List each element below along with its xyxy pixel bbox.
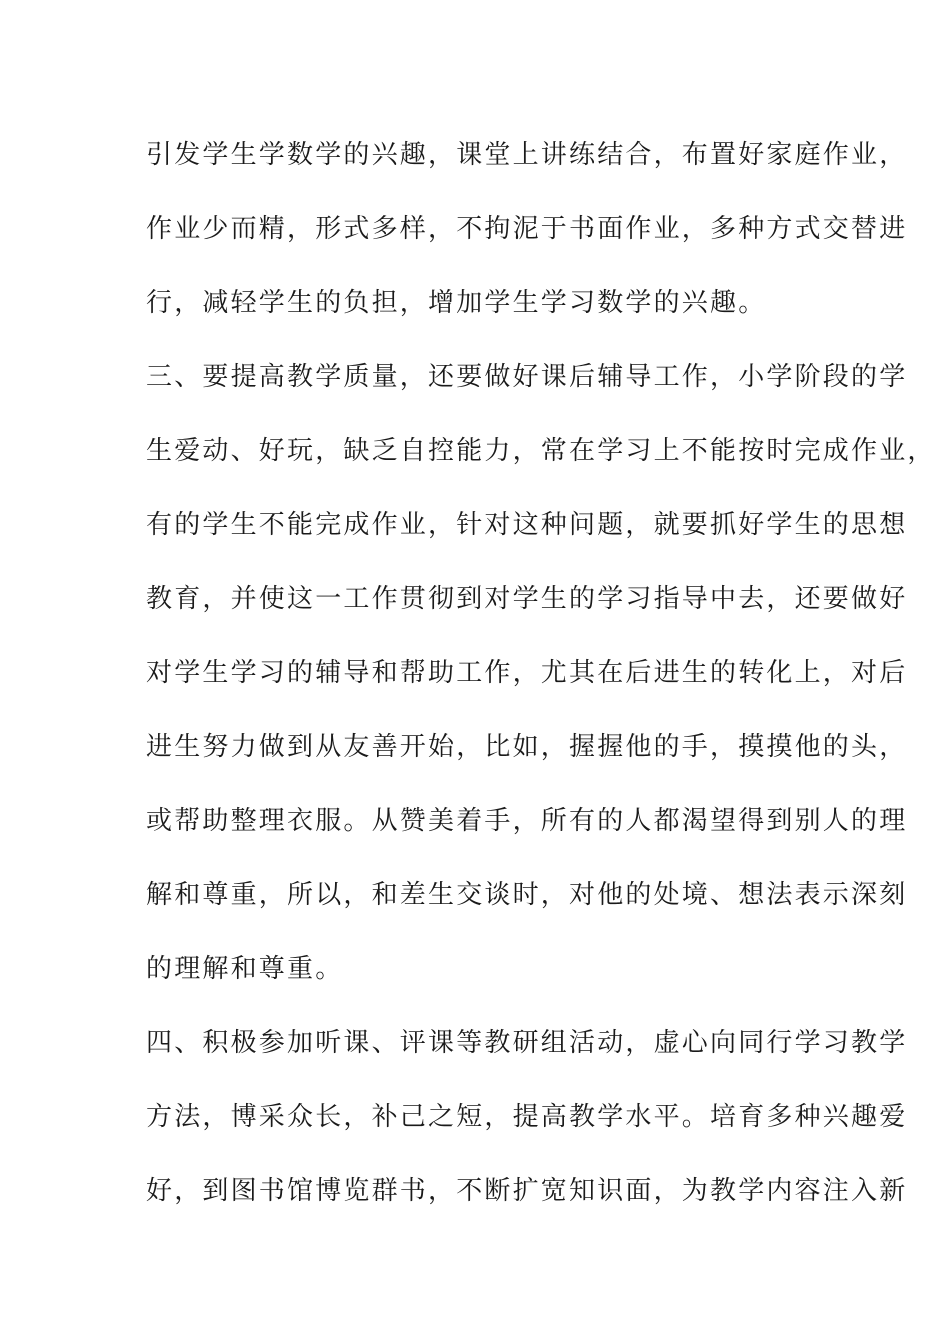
text-line: 或帮助整理衣服。从赞美着手，所有的人都渴望得到别人的理	[146, 806, 908, 836]
text-line: 生爱动、好玩，缺乏自控能力，常在学习上不能按时完成作业，	[146, 436, 936, 466]
text-line: 作业少而精，形式多样，不拘泥于书面作业，多种方式交替进	[146, 214, 908, 244]
text-line: 引发学生学数学的兴趣，课堂上讲练结合，布置好家庭作业，	[146, 140, 908, 170]
text-line: 好，到图书馆博览群书，不断扩宽知识面，为教学内容注入新	[146, 1176, 908, 1206]
text-line: 行，减轻学生的负担，增加学生学习数学的兴趣。	[146, 288, 767, 318]
body-text	[146, 132, 936, 1242]
text-line: 对学生学习的辅导和帮助工作，尤其在后进生的转化上，对后	[146, 658, 908, 688]
text-line: 有的学生不能完成作业，针对这种问题，就要抓好学生的思想	[146, 510, 908, 540]
text-line: 四、积极参加听课、评课等教研组活动，虚心向同行学习教学	[146, 1028, 908, 1058]
text-line: 解和尊重，所以，和差生交谈时，对他的处境、想法表示深刻	[146, 880, 908, 910]
text-line: 的理解和尊重。	[146, 954, 344, 984]
text-line: 方法，博采众长，补己之短，提高教学水平。培育多种兴趣爱	[146, 1102, 908, 1132]
text-line: 三、要提高教学质量，还要做好课后辅导工作，小学阶段的学	[146, 362, 908, 392]
text-line: 进生努力做到从友善开始，比如，握握他的手，摸摸他的头，	[146, 732, 908, 762]
text-line: 教育，并使这一工作贯彻到对学生的学习指导中去，还要做好	[146, 584, 908, 614]
